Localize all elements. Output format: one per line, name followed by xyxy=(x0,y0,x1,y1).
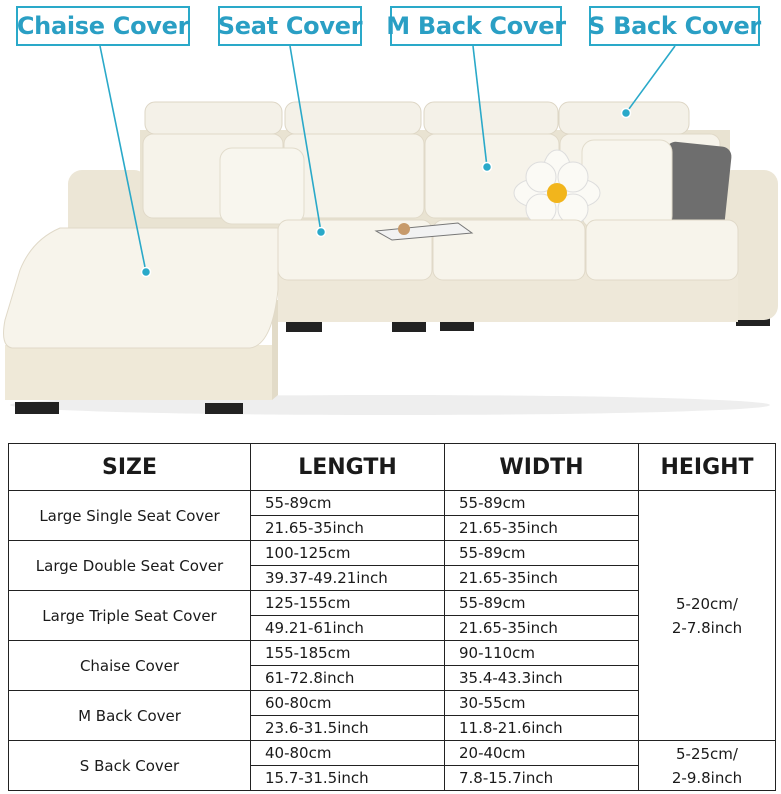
header-size: SIZE xyxy=(9,444,251,491)
height-main xyxy=(639,491,776,741)
length-cm: 60-80cm xyxy=(251,691,445,716)
width-in: 7.8-15.7inch xyxy=(445,766,639,791)
width-in: 21.65-35inch xyxy=(445,566,639,591)
headrest xyxy=(285,102,421,134)
length-cm: 125-155cm xyxy=(251,591,445,616)
callout-s-back-cover: S Back Cover xyxy=(589,6,760,46)
size-chart-table xyxy=(8,443,776,791)
callout-seat-cover: Seat Cover xyxy=(218,6,362,46)
sofa-leg xyxy=(15,402,59,414)
height-main-line1: 5-20cm/ xyxy=(676,594,738,613)
length-in: 23.6-31.5inch xyxy=(251,716,445,741)
size-label: Large Single Seat Cover xyxy=(9,491,251,541)
table-row xyxy=(9,741,776,766)
size-label: M Back Cover xyxy=(9,691,251,741)
length-in: 49.21-61inch xyxy=(251,616,445,641)
size-label: Large Double Seat Cover xyxy=(9,541,251,591)
sofa-leg xyxy=(205,403,243,414)
length-cm: 55-89cm xyxy=(251,491,445,516)
length-in: 39.37-49.21inch xyxy=(251,566,445,591)
width-in: 11.8-21.6inch xyxy=(445,716,639,741)
size-label: Large Triple Seat Cover xyxy=(9,591,251,641)
height-s-line1: 5-25cm/ xyxy=(676,744,738,763)
width-cm: 30-55cm xyxy=(445,691,639,716)
width-cm: 55-89cm xyxy=(445,541,639,566)
length-in: 15.7-31.5inch xyxy=(251,766,445,791)
throw-pillow xyxy=(220,148,304,224)
headrest xyxy=(424,102,558,134)
height-s-line2: 2-9.8inch xyxy=(671,768,743,787)
seat-cushion xyxy=(586,220,738,280)
sofa-leg xyxy=(286,322,322,332)
width-cm: 55-89cm xyxy=(445,491,639,516)
width-in: 21.65-35inch xyxy=(445,516,639,541)
length-in: 21.65-35inch xyxy=(251,516,445,541)
table-header-row xyxy=(9,444,776,491)
height-s-back xyxy=(639,741,776,791)
width-cm: 20-40cm xyxy=(445,741,639,766)
sofa-leg xyxy=(392,322,426,332)
height-main-line2: 2-7.8inch xyxy=(671,618,743,637)
header-length: LENGTH xyxy=(251,444,445,491)
length-cm: 155-185cm xyxy=(251,641,445,666)
table-row xyxy=(9,491,776,516)
header-width: WIDTH xyxy=(445,444,639,491)
width-in: 35.4-43.3inch xyxy=(445,666,639,691)
sofa-leg xyxy=(440,321,474,331)
callout-chaise-cover: Chaise Cover xyxy=(16,6,190,46)
callout-m-back-cover: M Back Cover xyxy=(390,6,562,46)
length-cm: 100-125cm xyxy=(251,541,445,566)
headrest xyxy=(145,102,282,134)
width-cm: 90-110cm xyxy=(445,641,639,666)
headrest xyxy=(559,102,689,134)
size-label: S Back Cover xyxy=(9,741,251,791)
size-label: Chaise Cover xyxy=(9,641,251,691)
width-cm: 55-89cm xyxy=(445,591,639,616)
length-in: 61-72.8inch xyxy=(251,666,445,691)
width-in: 21.65-35inch xyxy=(445,616,639,641)
back-cushion xyxy=(284,134,424,218)
length-cm: 40-80cm xyxy=(251,741,445,766)
header-height: HEIGHT xyxy=(639,444,776,491)
